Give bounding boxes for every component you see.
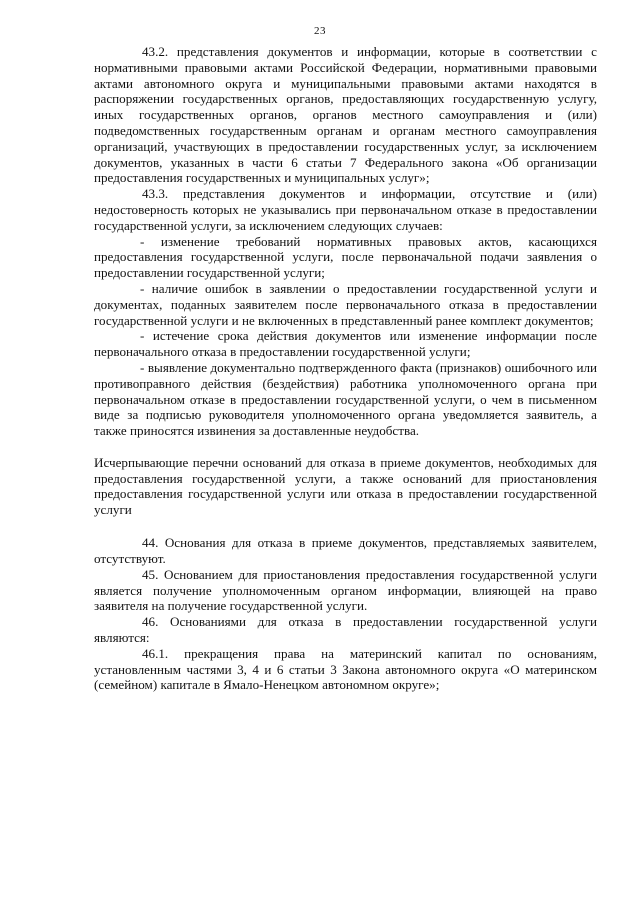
exception-item-1: - изменение требований нормативных правовых актов, касающихся предоставления государственной услуги, после первоначальной подачи заявления о предоставлении государственной услуги; bbox=[94, 233, 597, 281]
section-heading: Исчерпывающие перечни оснований для отказа в приеме документов, необходимых для предоставления государственной услуги, а также оснований для приостановления предоставления государственной услуги или отказа в предоставлении государственной услуги bbox=[94, 454, 597, 517]
document-body bbox=[94, 44, 597, 693]
paragraph-45: 45. Основанием для приостановления предоставления государственной услуги является получение уполномоченным органом информации, влияющей на право заявителя на получение государственной услуги. bbox=[94, 566, 597, 614]
paragraph-44: 44. Основания для отказа в приеме документов, представляемых заявителем, отсутствуют. bbox=[94, 535, 597, 567]
page-number: 23 bbox=[314, 25, 326, 37]
paragraph-43-2: 43.2. представления документов и информации, которые в соответствии с нормативными правовыми актами Российской Федерации, нормативными правовыми актами автономного округа и муниципальными правовыми актами находятся в распоряжении государственных органов, предоставляющих государственную услугу, иных государственных органов, органов местного самоуправления и (или) подведомственных государственным органам и органам местного самоуправления организаций, участвующих в предоставлении государственных услуг, за исключением документов, указанных в части 6 статьи 7 Федерального закона «Об организации предоставления государственных и муниципальных услуг»; bbox=[94, 44, 597, 186]
paragraph-43-3: 43.3. представления документов и информации, отсутствие и (или) недостоверность которых не указывались при первоначальном отказе в предоставлении государственной услуги, за исключением следующих случаев: bbox=[94, 186, 597, 233]
exception-item-2: - наличие ошибок в заявлении о предоставлении государственной услуги и документах, поданных заявителем после первоначального отказа в предоставлении государственной услуги и не включенных в представленный ранее комплект документов; bbox=[94, 280, 597, 328]
paragraph-46: 46. Основаниями для отказа в предоставлении государственной услуги являются: bbox=[94, 614, 597, 646]
exception-item-3: - истечение срока действия документов или изменение информации после первоначального отказа в предоставлении государственной услуги; bbox=[94, 328, 597, 360]
exception-item-4: - выявление документально подтвержденного факта (признаков) ошибочного или противоправного действия (бездействия) работника уполномоченного органа при первоначальном отказе в предоставлении государственной услуги, о чем в письменном виде за подписью руководителя уполномоченного органа уведомляется заявитель, а также приносятся извинения за доставленные неудобства. bbox=[94, 359, 597, 439]
paragraph-46-1: 46.1. прекращения права на материнский капитал по основаниям, установленным частями 3, 4 и 6 статьи 3 Закона автономного округа «О материнском (семейном) капитале в Ямало-Ненецком автономном округе»; bbox=[94, 645, 597, 693]
